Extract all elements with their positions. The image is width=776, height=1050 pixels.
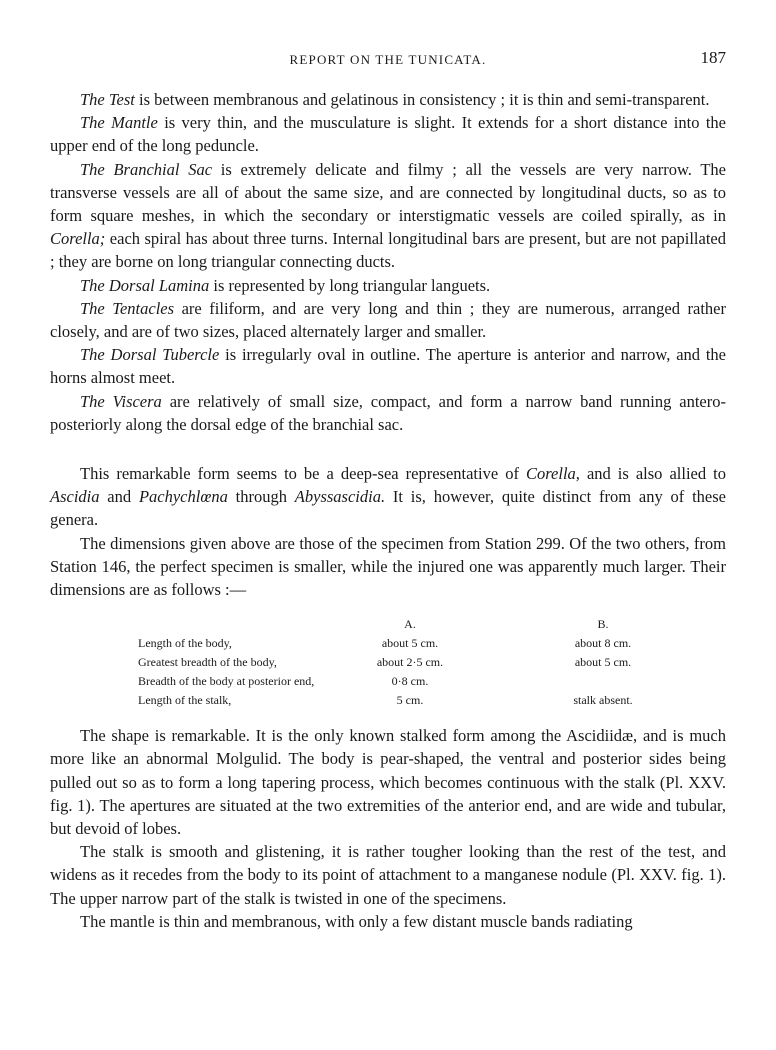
paragraph-text: is between membranous and gelatinous in consistency ; it is thin and semi-transparent.	[134, 90, 710, 109]
row-label: Greatest breadth of the body,	[138, 655, 277, 670]
paragraph-mantle-continued: The mantle is thin and membranous, with only a few distant muscle bands radiating	[80, 911, 633, 931]
lead-term: The Branchial Sac	[80, 159, 213, 179]
paragraph-shape: The shape is remarkable. It is the only known stalked form among the Ascidiidæ, and is much more like an abnormal Molgulid. The body is pear-shaped, the ventral and posterior sides being pulled out so as to form a long tapering process, which becomes continuous with the stalk (Pl. XXV. fig. 1). The apertures are situated at the two extremities of the anterior end, and are wide and tubular, but devoid of lobes.	[50, 726, 726, 839]
paragraph-branchial-sac	[50, 158, 726, 274]
table-header-cell	[138, 615, 368, 634]
paragraph-text: are filiform, and are very long and thin ; they are numerous, arranged rather closely, and are of two sizes, placed alternately larger and smaller.	[50, 298, 726, 342]
column-b-header: B.	[597, 617, 609, 632]
running-head: REPORT ON THE TUNICATA.	[289, 52, 487, 67]
page-body	[50, 88, 726, 933]
paragraph-remark	[50, 462, 726, 532]
genus-name: Pachychlœna	[138, 487, 228, 507]
remark-text: and	[99, 487, 139, 507]
paragraph-text: is represented by long triangular languets.	[209, 275, 491, 295]
paragraph-dorsal-tubercle	[50, 343, 726, 389]
lead-term: The Dorsal Tubercle	[80, 345, 220, 365]
remark-text: and is also allied to	[579, 464, 726, 484]
value-a: 0·8 cm.	[391, 674, 429, 689]
paragraph-dimensions-intro: The dimensions given above are those of the specimen from Station 299. Of the two others, from Station 146, the perfect specimen is smaller, while the injured one was apparently much larger. Their dimensions are as follows :—	[50, 533, 726, 600]
paragraph-stalk: The stalk is smooth and glistening, it is rather tougher looking than the rest of the test, and widens as it recedes from the body to its point of attachment to a manganese nodule (Pl. XXV. fig. 1). The upper narrow part of the stalk is twisted in one of the specimens.	[50, 842, 726, 908]
row-label: Length of the stalk,	[138, 693, 232, 708]
value-a: about 5 cm.	[381, 636, 439, 651]
lead-term: The Test	[80, 90, 135, 109]
paragraph-test	[50, 88, 726, 111]
paragraph-text: is extremely delicate and filmy ; all the vessels are very narrow. The transverse vessels are all of about the same size, and are connected by longitudinal ducts, so as to form square meshes, in which the secondary or interstigmatic vessels are coiled spirally, as in	[50, 159, 726, 226]
dimensions-table	[138, 615, 648, 710]
paragraph-text: each spiral has about three turns. Internal longitudinal bars are present, but are not papillated ; they are borne on long triangular connecting ducts.	[50, 229, 726, 272]
table-row	[138, 653, 648, 672]
value-b	[558, 672, 648, 691]
column-a-header: A.	[404, 617, 416, 632]
remark-text: This remarkable form seems to be a deep-sea representative of	[80, 464, 526, 484]
genus-name: Abyssascidia.	[294, 487, 386, 507]
lead-term: The Mantle	[80, 113, 158, 133]
row-label: Breadth of the body at posterior end,	[138, 674, 315, 689]
genus-name: Ascidia	[50, 487, 100, 507]
remark-text: through	[227, 487, 295, 507]
lead-term: The Viscera	[80, 391, 162, 411]
paragraph-text: is irregularly oval in outline. The aperture is anterior and narrow, and the horns almost meet.	[50, 345, 726, 388]
description-block	[50, 88, 726, 436]
genus-name: Corella,	[525, 464, 580, 484]
value-b: about 8 cm.	[574, 636, 632, 651]
value-a: 5 cm.	[396, 693, 424, 708]
table-header-row	[138, 615, 648, 634]
value-a: about 2·5 cm.	[376, 655, 444, 670]
paragraph-viscera	[50, 390, 726, 436]
value-b: stalk absent.	[573, 693, 633, 708]
genus-name: Corella;	[50, 229, 106, 249]
row-label: Length of the body,	[138, 636, 232, 651]
paragraph-mantle	[50, 111, 726, 157]
lead-term: The Tentacles	[80, 298, 175, 318]
paragraph-dorsal-lamina	[50, 274, 726, 297]
lead-term: The Dorsal Lamina	[80, 275, 210, 295]
page-header	[50, 46, 726, 72]
paragraph-text: is very thin, and the musculature is slight. It extends for a short distance into the upper end of the long peduncle.	[50, 113, 726, 156]
table-row	[138, 634, 648, 653]
page-number: 187	[700, 48, 726, 67]
table-row	[138, 672, 648, 691]
remark-text: It is, however, quite distinct from any of these genera.	[50, 487, 726, 530]
value-b: about 5 cm.	[574, 655, 632, 670]
table-row	[138, 691, 648, 710]
paragraph-text: are relatively of small size, compact, and form a narrow band running antero-posteriorly along the dorsal edge of the branchial sac.	[50, 391, 726, 434]
paragraph-tentacles	[50, 297, 726, 343]
